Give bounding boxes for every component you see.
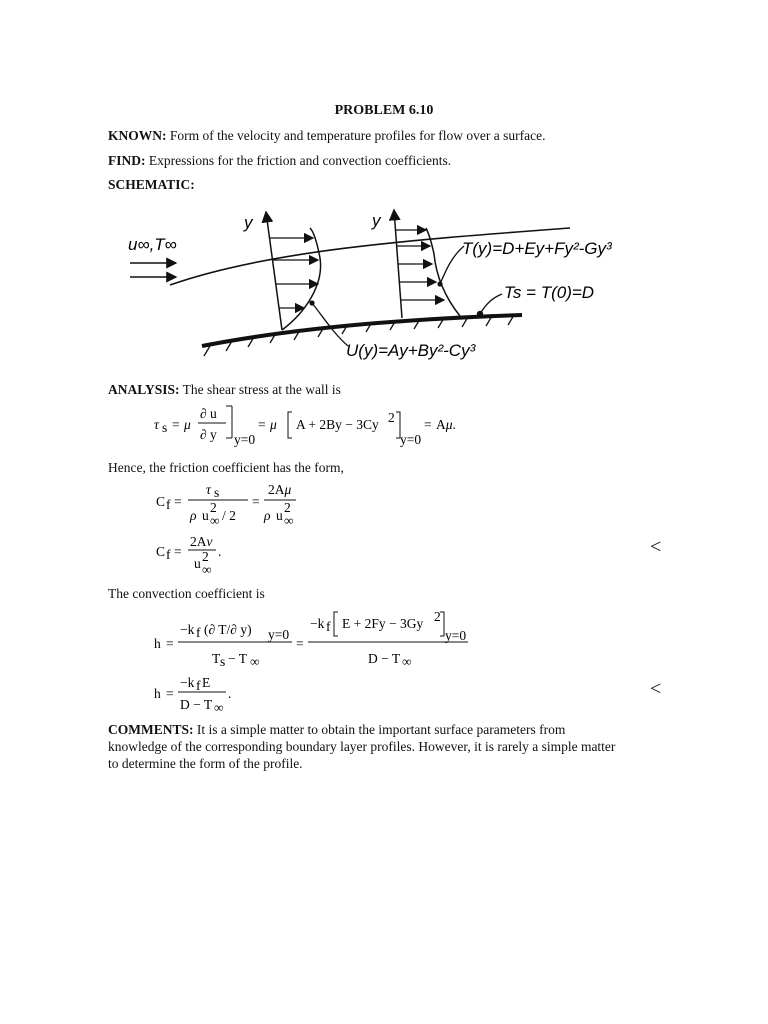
svg-text:s: s: [162, 420, 168, 435]
friction-intro: Hence, the friction coefficient has the form,: [108, 460, 344, 475]
svg-text:ρ: ρ: [264, 508, 271, 523]
analysis-label: ANALYSIS:: [108, 382, 180, 397]
surface-temp-label: Ts = T(0)=D: [504, 283, 595, 302]
svg-text:y=0: y=0: [445, 628, 467, 643]
svg-text:∂ u: ∂ u: [200, 406, 217, 421]
schematic-diagram: [110, 200, 670, 370]
svg-text:∞: ∞: [284, 513, 294, 528]
comments-line-2: knowledge of the corresponding boundary layer profiles. However, it is rarely a simple matter: [108, 739, 616, 754]
shear-stress-equation: [150, 398, 480, 452]
svg-text:(∂ T/∂ y): (∂ T/∂ y): [204, 622, 252, 637]
svg-text:=: =: [166, 686, 174, 701]
svg-text:τ: τ: [154, 417, 159, 432]
svg-text:2: 2: [434, 609, 441, 624]
svg-text:u: u: [194, 556, 201, 571]
svg-text:u: u: [202, 508, 209, 523]
known-line: [108, 128, 545, 144]
comments-line-3: to determine the form of the profile.: [108, 756, 303, 771]
svg-text:∞: ∞: [210, 513, 220, 528]
svg-text:y=0: y=0: [234, 432, 256, 447]
svg-text:=: =: [174, 494, 182, 509]
svg-text:E + 2Fy − 3Gy: E + 2Fy − 3Gy: [342, 616, 424, 631]
svg-text:−k: −k: [310, 616, 325, 631]
svg-text:h: h: [154, 686, 161, 701]
svg-text:=: =: [166, 636, 174, 651]
problem-title: PROBLEM 6.10: [334, 103, 434, 118]
svg-text:.: .: [228, 686, 232, 701]
svg-text:2: 2: [202, 549, 209, 564]
comments-label: COMMENTS:: [108, 722, 194, 737]
svg-text:−k: −k: [180, 622, 195, 637]
svg-text:∂ y: ∂ y: [200, 427, 217, 442]
convection-equation-1: [150, 606, 480, 670]
analysis-line: [108, 382, 341, 398]
temperature-profile: [426, 228, 460, 316]
svg-text:μ: μ: [270, 417, 277, 432]
known-text: Form of the velocity and temperature profiles for flow over a surface.: [169, 128, 546, 143]
svg-text:∞: ∞: [402, 654, 412, 669]
svg-text:2Aμ: 2Aμ: [268, 482, 292, 497]
svg-text:f: f: [166, 547, 171, 562]
svg-text:f: f: [196, 678, 201, 693]
svg-text:∞: ∞: [214, 700, 224, 715]
svg-text:f: f: [196, 625, 201, 640]
svg-text:y=0: y=0: [268, 627, 290, 642]
svg-text:h: h: [154, 636, 161, 651]
friction-equation-1: [150, 478, 320, 528]
y-axis-label: y: [244, 213, 253, 232]
svg-text:2: 2: [210, 500, 217, 515]
convection-intro: The convection coefficient is: [108, 586, 265, 601]
svg-text:=: =: [252, 494, 260, 509]
svg-text:Aμ.: Aμ.: [436, 417, 456, 432]
y-axis-velocity: [266, 212, 282, 330]
svg-text:s: s: [214, 485, 220, 500]
svg-text:=: =: [424, 417, 432, 432]
svg-text:A + 2By − 3Cy: A + 2By − 3Cy: [296, 417, 379, 432]
svg-text:=: =: [296, 636, 304, 651]
free-stream-label: u∞,T∞: [128, 235, 177, 254]
svg-text:2: 2: [284, 500, 291, 515]
comments-line-1: [108, 722, 565, 738]
svg-text:.: .: [218, 544, 222, 559]
svg-text:T: T: [212, 651, 221, 666]
temperature-leader: [440, 246, 464, 284]
svg-text:∞: ∞: [250, 654, 260, 669]
svg-text:2Aν: 2Aν: [190, 534, 213, 549]
schematic-label: SCHEMATIC:: [108, 177, 195, 192]
result-marker-friction: <: [650, 536, 662, 558]
convection-equation-2: [150, 672, 250, 722]
svg-text:f: f: [326, 619, 331, 634]
svg-text:μ: μ: [184, 417, 191, 432]
svg-text:/ 2: / 2: [222, 508, 236, 523]
svg-text:s: s: [220, 654, 226, 669]
svg-text:=: =: [172, 417, 180, 432]
find-text: Expressions for the friction and convection coefficients.: [148, 153, 452, 168]
velocity-profile: [282, 228, 321, 330]
surface-temp-leader: [480, 294, 502, 314]
svg-text:2: 2: [388, 410, 395, 425]
temperature-profile-label: T(y)=D+Ey+Fy²-Gy³: [462, 239, 612, 258]
svg-text:=: =: [174, 544, 182, 559]
comments-text-1: It is a simple matter to obtain the important surface parameters from: [196, 722, 566, 737]
svg-text:C: C: [156, 544, 166, 559]
known-label: KNOWN:: [108, 128, 167, 143]
svg-text:=: =: [258, 417, 266, 432]
svg-text:− T: − T: [228, 651, 247, 666]
svg-text:∞: ∞: [202, 562, 212, 577]
analysis-text: The shear stress at the wall is: [182, 382, 341, 397]
y-axis-label-2: y: [372, 211, 381, 230]
svg-text:C: C: [156, 494, 166, 509]
svg-text:D − T: D − T: [180, 697, 213, 712]
find-line: [108, 153, 451, 169]
svg-text:D − T: D − T: [368, 651, 401, 666]
find-label: FIND:: [108, 153, 146, 168]
friction-equation-2: [150, 530, 250, 580]
svg-text:−k: −k: [180, 675, 195, 690]
svg-text:ρ: ρ: [190, 508, 197, 523]
result-marker-convection: <: [650, 678, 662, 700]
velocity-profile-label: U(y)=Ay+By²-Cy³: [346, 341, 476, 360]
svg-text:u: u: [276, 508, 283, 523]
svg-text:E: E: [202, 675, 211, 690]
svg-text:y=0: y=0: [400, 432, 422, 447]
svg-text:f: f: [166, 497, 171, 512]
svg-text:τ: τ: [206, 482, 211, 497]
